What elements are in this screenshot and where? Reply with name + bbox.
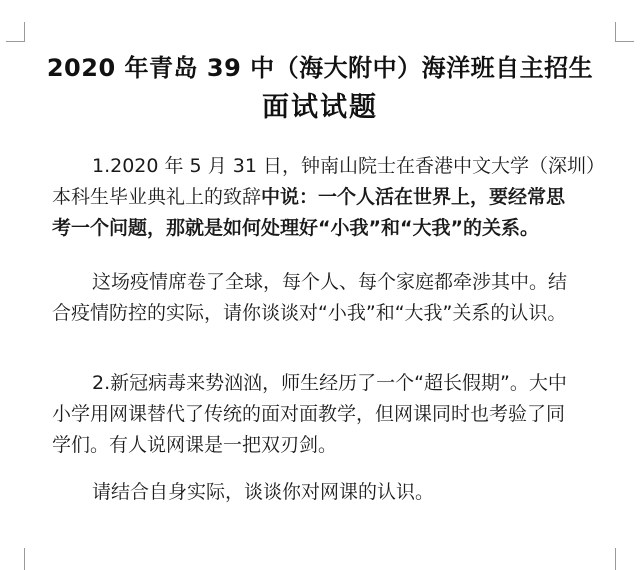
- question-2-line-3: 学们。有人说网课是一把双刃剑。: [52, 434, 338, 456]
- document-title: 2020 年青岛 39 中（海大附中）海洋班自主招生: [46, 54, 594, 82]
- question-1-prompt-line-1: 这场疫情席卷了全球，每个人、每个家庭都牵涉其中。结: [92, 271, 568, 293]
- question-2-line-1: 2.新冠病毒来势汹汹，师生经历了一个“超长假期”。大中: [92, 372, 567, 394]
- corner-mark-bottom-left: [24, 548, 25, 570]
- corner-mark-top-left-vertical: [24, 22, 25, 42]
- question-1-paragraph: [52, 151, 612, 244]
- question-1-prompt-line-2: 合疫情防控的实际，请你谈谈对“小我”和“大我”关系的认识。: [52, 302, 567, 324]
- question-1-line-2: [52, 182, 612, 213]
- question-1-line-2-bold: 中说：一个人活在世界上，要经常思: [261, 186, 566, 208]
- document-subtitle: 面试试题: [262, 92, 378, 123]
- question-2-line-2: 小学用网课替代了传统的面对面教学，但网课同时也考验了同: [52, 403, 566, 425]
- question-1-line-3: 考一个问题，那就是如何处理好“小我”和“大我”的关系。: [52, 217, 539, 239]
- corner-mark-top-left-horizontal: [6, 41, 25, 42]
- question-1-line-2-normal: 本科生毕业典礼上的致辞: [52, 186, 262, 208]
- question-2-paragraph: [52, 368, 612, 461]
- question-1-line-1: 1.2020 年 5 月 31 日，钟南山院士在香港中文大学（深圳）: [92, 155, 605, 177]
- corner-mark-bottom-right: [615, 548, 616, 570]
- corner-mark-top-right-horizontal: [615, 41, 634, 42]
- question-2-prompt-line-1: 请结合自身实际，谈谈你对网课的认识。: [92, 481, 435, 503]
- question-1-prompt: [52, 267, 612, 329]
- corner-mark-top-right-vertical: [615, 22, 616, 42]
- question-2-prompt: [52, 477, 612, 508]
